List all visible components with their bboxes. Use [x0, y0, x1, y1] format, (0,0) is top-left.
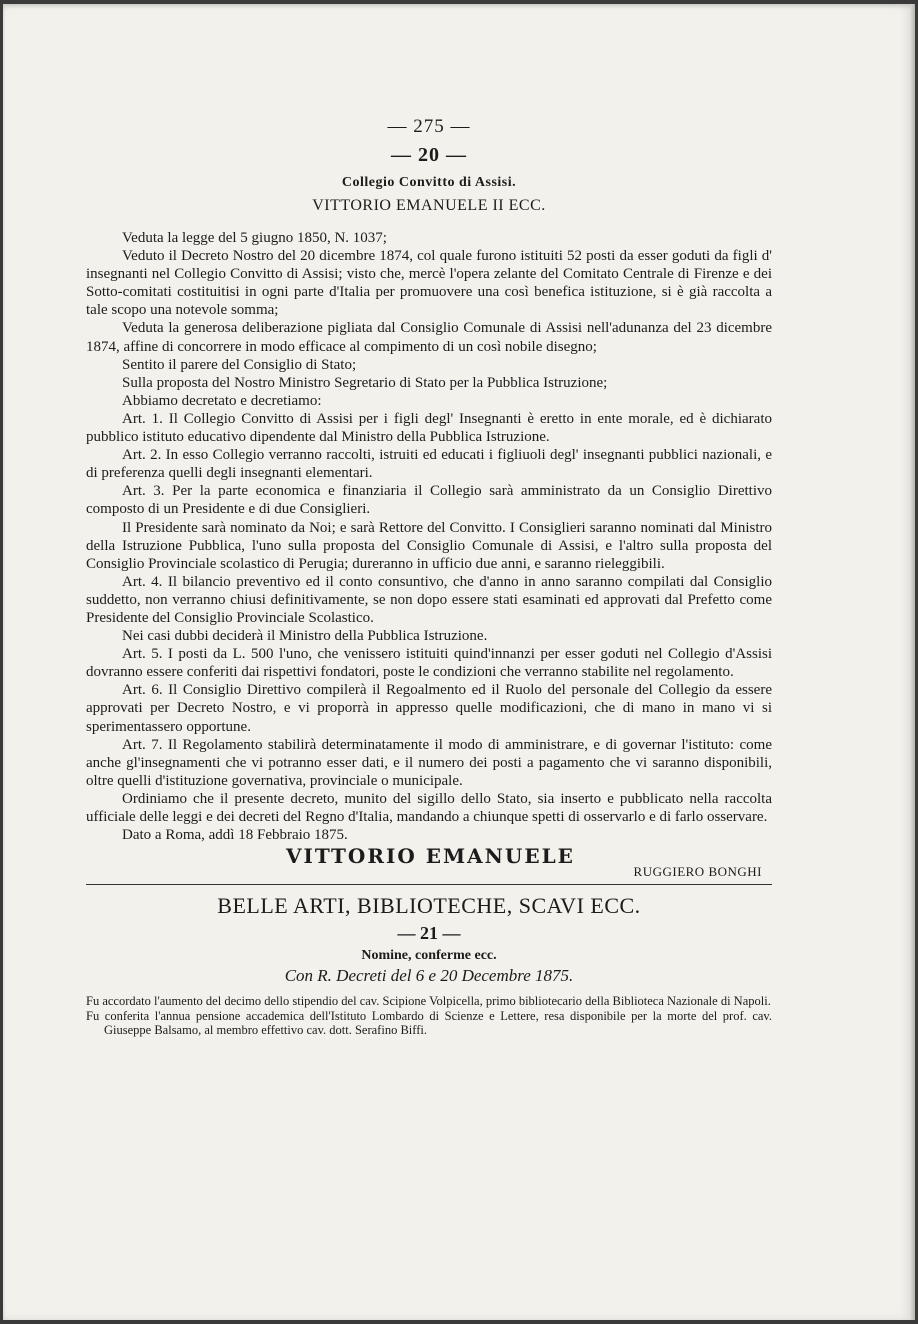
- paragraph: Veduto il Decreto Nostro del 20 dicembre 1874, col quale furono istituiti 52 posti da esser goduti da figli d' insegnanti nel Collegio Convitto di Assisi; visto che, mercè l'opera zelante del Comitato Centrale di Firenze e dei Sotto-comitati costituitisi in ogni parte d'Italia per promuovere una così benefica istituzione, si è già raccolta a tale scopo una notevole somma;: [86, 248, 772, 319]
- article-1: Art. 1. Il Collegio Convitto di Assisi per i figli degl' Insegnanti è eretto in ente morale, ed è dichiarato pubblico istituto educativo dipendente dal Ministro della Pubblica Istruzione.: [86, 410, 772, 446]
- notice-item: Fu accordato l'aumento del decimo dello stipendio del cav. Scipione Volpicella, primo bibliotecario della Biblioteca Nazionale di Napoli.: [86, 994, 771, 1009]
- article-5: Art. 5. I posti da L. 500 l'uno, che venissero istituiti quind'innanzi per esser goduti nel Collegio d'Assisi dovranno essere conferiti dai rispettivi fondatori, poste le condizioni che verranno stabilite nel regolamento.: [86, 646, 772, 681]
- decree-number-2: — 21 —: [397, 923, 461, 944]
- article-4: Art. 4. Il bilancio preventivo ed il conto consuntivo, che d'anno in anno saranno compilati dal Consiglio suddetto, non verranno chiusi definitivamente, se non dopo essere stati esaminati ed approvati dal Prefetto come Presidente del Consiglio Provinciale Scolastico.: [86, 573, 772, 626]
- article-7: Art. 7. Il Regolamento stabilirà determinatamente il modo di amministrare, e di governar l'istituto: come anche gl'insegnamenti che vi potranno esser dati, e il numero dei posti a pagamento che vi saranno disponibili, oltre quelli d'istituzione governativa, provinciale o municipale.: [86, 736, 772, 789]
- paragraph: Veduta la generosa deliberazione pigliata dal Consiglio Comunale di Assisi nell'adunanza del 23 dicembre 1874, affine di concorrere in modo efficace al compimento di un così nobile disegno;: [86, 320, 772, 355]
- section-title: BELLE ARTI, BIBLIOTECHE, SCAVI ECC.: [217, 893, 641, 919]
- page-content: [86, 116, 772, 1038]
- decree-body: [86, 229, 772, 844]
- article-6: Art. 6. Il Consiglio Direttivo compilerà il Regoalmento ed il Ruolo del personale del Collegio da essere approvati per Decreto Nostro, e vi proporrà in appresso quelle modificazioni, che di mano in mano vi si sperimentassero opportune.: [86, 682, 772, 735]
- paragraph: Veduta la legge del 5 giugno 1850, N. 1037;: [122, 230, 387, 246]
- page-edge: [911, 4, 915, 1320]
- decree-number: — 20 —: [391, 144, 467, 166]
- decree-dates: Con R. Decreti del 6 e 20 Decembre 1875.: [284, 966, 574, 986]
- signature-king: VITTORIO EMANUELE: [286, 844, 575, 869]
- section-divider: [86, 884, 772, 885]
- page-number: — 275 —: [387, 116, 471, 137]
- article-2: Art. 2. In esso Collegio verranno raccolti, istruiti ed educati i figliuoli degl' insegnanti pubblici nazionali, e di preferenza quelli degli insegnanti elementari.: [86, 447, 772, 482]
- paragraph: Nei casi dubbi deciderà il Ministro della Pubblica Istruzione.: [122, 628, 488, 645]
- notice-item: Fu conferita l'annua pensione accademica dell'Istituto Lombardo di Scienze e Lettere, resa disponibile per la morte del prof. cav. Giuseppe Balsamo, al membro effettivo cav. dott. Serafino Biffi.: [86, 1008, 772, 1038]
- paragraph: Il Presidente sarà nominato da Noi; e sarà Rettore del Convitto. I Consiglieri saranno nominati dal Ministro della Istruzione Pubblica, l'uno sulla proposta del Consiglio Comunale di Assisi, e l'altro sulla proposta del Consiglio Provinciale scolastico di Perugia; dureranno in ufficio due anni, e saranno rieleggibili.: [86, 519, 772, 572]
- decree-title: Collegio Convitto di Assisi.: [341, 175, 517, 190]
- nomine-title: Nomine, conferme ecc.: [361, 948, 497, 964]
- signatures: [86, 844, 772, 882]
- paragraph: Ordiniamo che il presente decreto, munito del sigillo dello Stato, sia inserto e pubblicato nella raccolta ufficiale delle leggi e dei decreti del Regno d'Italia, mandando a chiunque spetti di osservarlo e di farlo osservare.: [86, 790, 772, 825]
- paragraph: Abbiamo decretato e decretiamo:: [122, 392, 322, 409]
- paragraph: Sentito il parere del Consiglio di Stato;: [122, 356, 357, 373]
- article-3: Art. 3. Per la parte economica e finanziaria il Collegio sarà amministrato da un Consiglio Direttivo composto di un Presidente e di due Consiglieri.: [86, 483, 772, 518]
- notices: [86, 994, 772, 1038]
- document-page: [3, 4, 913, 1320]
- signature-minister: RUGGIERO BONGHI: [633, 864, 762, 880]
- dated-line: Dato a Roma, addì 18 Febbraio 1875.: [122, 827, 348, 844]
- king-header: VITTORIO EMANUELE II ECC.: [312, 197, 546, 214]
- paragraph: Sulla proposta del Nostro Ministro Segretario di Stato per la Pubblica Istruzione;: [122, 374, 608, 391]
